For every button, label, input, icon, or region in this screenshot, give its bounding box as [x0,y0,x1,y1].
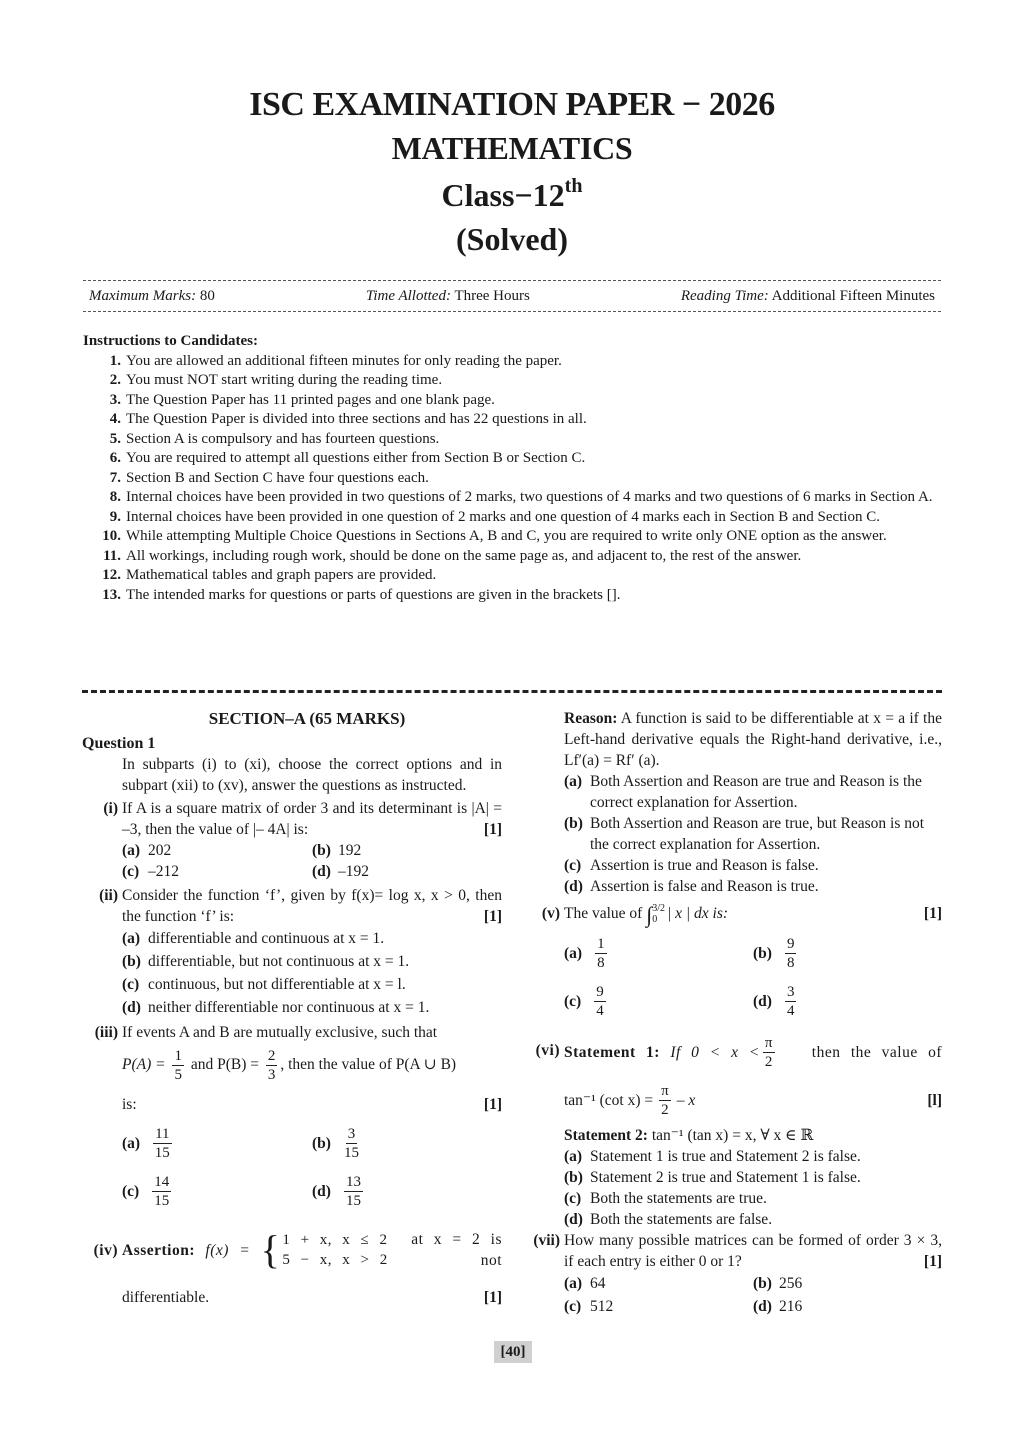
fraction [594,983,606,1020]
option-a[interactable] [564,771,942,813]
option-d[interactable] [564,876,942,897]
option-text: continuous, but not differentiable at x = l. [148,976,406,993]
option-label: (b) [753,1275,772,1293]
numerator: 9 [596,983,604,1000]
right-column [528,708,942,1318]
option-label: (a) [122,842,141,859]
option-label: (c) [122,863,140,880]
subquestion-number: (vii) [533,1232,560,1250]
instruction-text: The Question Paper has 11 printed pages and one blank page. [126,391,495,408]
option-text: Statement 1 is true and Statement 2 is false. [590,1148,861,1166]
options-iv [528,771,942,897]
option-label: (c) [122,976,140,993]
instruction-text: Section B and Section C have four questions each. [126,469,429,486]
option-text: –192 [338,863,369,880]
statement-1-tail: then the value of [811,1043,942,1061]
option-c[interactable] [564,977,753,1025]
marks: [1] [483,821,502,838]
subquestion-number: (v) [541,905,560,922]
option-label: (d) [312,1182,331,1200]
option-text: 216 [779,1298,803,1316]
denominator: 15 [154,1192,170,1209]
options-i [82,840,502,882]
assertion-label: Assertion: [122,1241,196,1259]
instruction-text: Section A is compulsory and has fourteen questions. [126,430,440,447]
numerator: 9 [786,935,795,952]
option-b[interactable] [564,1167,942,1188]
fraction [266,1047,278,1084]
instruction-text: Internal choices have been provided in one question of 2 marks and one question of 4 marks each in Section B and Section C. [126,508,880,525]
option-c[interactable] [564,1295,753,1318]
subquestion-iv [82,1227,502,1273]
numerator: 3 [347,1125,356,1142]
instruction-item [83,508,943,528]
denominator: 4 [786,1002,795,1019]
instruction-item [83,566,943,586]
option-d[interactable] [753,1295,942,1318]
subquestion-vii [528,1230,942,1272]
option-a[interactable] [564,929,753,977]
instruction-number: 11. [103,547,121,564]
fraction [785,935,797,972]
option-label: (b) [122,953,141,970]
instruction-item [83,371,943,391]
option-label: (c) [564,1298,582,1316]
option-text: neither differentiable nor continuous at x = 1. [148,999,430,1016]
option-label: (b) [564,815,583,832]
instruction-text: Internal choices have been provided in two questions of 2 marks, two questions of 4 marks and two questions of 6 marks in Section A. [126,489,933,505]
option-c[interactable] [122,861,312,882]
marks: [1] [483,1289,502,1306]
fraction [763,1034,775,1071]
option-label: (d) [122,999,141,1016]
numerator: π [764,1034,773,1051]
tail2-text: differentiable. [122,1289,210,1306]
lower-limit: 0 [652,914,658,926]
reading-value: Additional Fifteen Minutes [771,287,935,304]
subquestion-text: If A is a square matrix of order 3 and its determinant is |A| = –3, then the value of |– 4A| is: [122,800,502,838]
option-label: (c) [564,992,582,1010]
option-text: Both Assertion and Reason are true and Reason is the correct explanation for Assertion. [590,773,922,811]
instruction-item [83,586,943,606]
options-iii [82,1119,502,1215]
option-label: (a) [564,1148,583,1166]
differentiable-line [82,1287,502,1308]
fraction [153,1125,171,1162]
instruction-text: The intended marks for questions or parts of questions are given in the brackets []. [126,586,621,603]
option-d[interactable] [564,1209,942,1230]
option-b[interactable] [122,950,502,973]
subquestion-v [528,903,942,925]
options-v [528,929,942,1025]
time-allotted [360,288,536,305]
subquestion-number: (ii) [99,887,118,904]
instruction-number: 10. [102,528,121,544]
options-vii [528,1272,942,1318]
statement-1-line2 [528,1079,942,1121]
reading-label: Reading Time: [680,287,769,304]
option-b[interactable] [753,929,942,977]
denominator: 3 [267,1067,276,1083]
is-text: is: [122,1096,137,1113]
statement-2 [528,1125,942,1146]
reason-block [528,708,942,771]
option-label: (a) [564,944,583,962]
integral-limits [652,903,665,925]
option-label: (d) [564,1211,583,1229]
pa-text: P(A) = [122,1056,166,1074]
option-a[interactable] [564,1146,942,1167]
instruction-item [83,469,943,489]
denominator: 8 [597,954,605,971]
instruction-text: The Question Paper is divided into three sections and has 22 questions in all. [126,411,587,427]
integral-icon: ∫ [646,901,653,927]
option-d[interactable] [312,861,502,882]
subquestion-number: (vi) [535,1042,560,1060]
page-number: [40] [494,1341,532,1363]
statement-2-label: Statement 2: [564,1127,648,1145]
title-block [0,88,1024,255]
options-ii [82,927,502,1019]
options-vi [528,1146,942,1230]
instruction-item [83,352,943,372]
instruction-text: You are allowed an additional fifteen minutes for only reading the paper. [126,352,562,369]
instruction-item [83,449,943,469]
subquestion-ii [82,885,502,927]
option-a[interactable] [122,840,312,861]
option-label: (a) [564,773,583,790]
case-1: 1 + x, x ≤ 2 [282,1232,388,1248]
option-label: (b) [312,1134,331,1152]
class-text: Class−12 [441,177,565,213]
option-d[interactable] [312,1167,502,1215]
numerator: 14 [154,1173,170,1190]
subquestion-text: How many possible matrices can be formed of order 3 × 3, if each entry is either 0 or 1? [564,1232,942,1271]
meta-bar [83,280,941,312]
instruction-number: 9. [109,508,121,525]
subquestion-i [82,798,502,840]
option-label: (c) [564,857,582,874]
marks: [1] [923,1253,942,1271]
instruction-number: 6. [109,450,121,466]
max-marks [83,288,221,305]
denominator: 15 [343,1144,359,1161]
class-suffix: th [564,175,583,197]
denominator: 4 [596,1002,604,1019]
instruction-number: 1. [109,352,121,369]
option-text: 64 [590,1275,606,1293]
denominator: 15 [345,1192,361,1209]
option-c[interactable] [564,1188,942,1209]
instruction-number: 4. [109,411,121,427]
reason-text: A function is said to be differentiable at x = a if the Left-hand derivative equals the Right-hand derivative, i.e., Lf′(a) = Rf′ (a). [564,710,942,769]
option-c[interactable] [122,973,502,996]
denominator: 8 [786,954,795,971]
option-text: Both the statements are true. [590,1190,767,1208]
marks: [1] [923,905,942,922]
subquestion-text: The value of [564,905,643,922]
max-marks-label: Maximum Marks: [89,287,197,304]
option-text: Statement 2 is true and Statement 1 is false. [590,1169,861,1187]
probability-line [82,1047,502,1084]
option-a[interactable] [564,1272,753,1295]
instruction-number: 7. [109,469,121,486]
instruction-text: Mathematical tables and graph papers are provided. [126,567,437,583]
option-label: (c) [564,1190,582,1208]
option-b[interactable] [312,840,502,861]
instruction-item [83,410,943,430]
denominator: 5 [174,1067,182,1083]
option-label: (d) [753,1298,772,1316]
integrand: | x | dx is: [667,905,729,922]
instruction-text: While attempting Multiple Choice Questions in Sections A, B and C, you are required to write only ONE option as the answer. [126,528,887,544]
instruction-item [83,430,943,450]
option-label: (d) [564,878,583,895]
instruction-number: 3. [109,391,121,408]
option-c[interactable] [122,1167,312,1215]
option-d[interactable] [753,977,942,1025]
option-d[interactable] [122,996,502,1019]
upper-limit: 3/2 [652,903,666,915]
option-text: Assertion is true and Reason is false. [590,857,819,874]
time-value: Three Hours [454,287,530,304]
instructions-list [83,352,943,606]
section-divider [82,690,942,693]
option-b[interactable] [753,1272,942,1295]
option-b[interactable] [312,1119,502,1167]
option-text: Both the statements are false. [590,1211,773,1229]
option-text: 202 [148,842,172,859]
minus-x-text: – x [676,1091,696,1109]
numerator: 1 [597,935,605,952]
instruction-number: 13. [102,586,121,603]
instruction-number: 2. [109,372,121,388]
section-title: SECTION–A (65 MARKS) [208,709,406,728]
statement-1-text: If 0 < x < [670,1043,760,1061]
option-a[interactable] [122,927,502,950]
option-label: (a) [122,930,141,947]
function-text: f(x) = [205,1241,251,1259]
tan-inverse-text: tan⁻¹ (cot x) = [564,1091,654,1109]
instruction-item [83,391,943,411]
numerator: 3 [786,983,795,1000]
class-title [0,176,1024,211]
option-label: (b) [312,842,331,859]
brace-icon: { [260,1227,281,1272]
time-label: Time Allotted: [365,287,451,304]
fraction [785,983,797,1020]
question-intro: In subparts (i) to (xi), choose the correct options and in subpart (xii) to (xv), answer the questions as instructed. [122,756,502,794]
instruction-number: 12. [102,567,121,583]
instruction-text: All workings, including rough work, should be done on the same page as, and adjacent to, the rest of the answer. [126,547,802,564]
option-label: (d) [312,863,331,880]
fraction [344,1125,359,1162]
option-text: differentiable, but not continuous at x = 1. [148,953,410,970]
instruction-item [83,488,943,508]
option-text: 512 [590,1298,614,1316]
option-label: (c) [122,1182,140,1200]
marks: [1] [483,908,502,925]
paper-title: ISC EXAMINATION PAPER − 2026 [249,86,775,123]
is-line [82,1094,502,1115]
instruction-text: You are required to attempt all questions either from Section B or Section C. [126,450,586,466]
instruction-item [83,527,943,547]
left-column [82,708,502,1308]
option-a[interactable] [122,1119,312,1167]
option-label: (d) [753,992,772,1010]
option-text: –212 [148,863,179,880]
numerator: π [661,1082,669,1099]
statement-2-text: tan⁻¹ (tan x) = x, ∀ x ∈ ℝ [651,1127,814,1145]
option-c[interactable] [564,855,942,876]
subquestion-number: (iii) [94,1024,118,1041]
question-label: Question 1 [82,735,156,752]
option-label: (a) [564,1275,583,1293]
max-marks-value: 80 [199,287,215,304]
instruction-text: You must NOT start writing during the reading time. [126,372,443,388]
fraction [659,1082,671,1119]
instruction-number: 8. [109,489,121,505]
numerator: 1 [174,1048,182,1064]
instruction-item [83,547,943,567]
option-b[interactable] [564,813,942,855]
case-2: 5 − x, x > 2 [282,1252,388,1268]
and-text: and P(B) = [190,1056,259,1074]
subquestion-iii [82,1022,502,1043]
instructions [83,332,943,605]
tail-text: , then the value of P(A ∪ B) [280,1056,457,1074]
instructions-heading: Instructions to Candidates: [83,333,259,349]
denominator: 2 [661,1101,669,1118]
subject-title: MATHEMATICS [391,130,633,166]
instruction-number: 5. [109,430,121,447]
option-text: Assertion is false and Reason is true. [590,878,819,895]
marks: [1] [483,1096,502,1113]
subquestion-text: If events A and B are mutually exclusive, such that [122,1024,438,1041]
numerator: 11 [155,1125,170,1142]
numerator: 2 [267,1048,276,1064]
denominator: 15 [154,1144,170,1161]
option-label: (a) [122,1134,141,1152]
cases [282,1230,387,1270]
reading-time [675,288,941,305]
subquestion-text: Consider the function ‘f’, given by f(x)= log x, x > 0, then the function ‘f’ is: [122,887,502,925]
denominator: 2 [764,1053,773,1070]
solved-label: (Solved) [456,221,568,257]
subquestion-number: (i) [103,800,118,817]
option-text: 256 [779,1275,803,1293]
fraction [172,1047,184,1084]
fraction [595,935,607,972]
option-label: (b) [753,944,772,962]
statement-1-label: Statement 1: [564,1043,660,1061]
tail-text: at x = 2 is not [411,1231,502,1269]
piecewise-function [260,1227,388,1272]
option-text: Both Assertion and Reason are true, but Reason is not the correct explanation for Assertion. [590,815,925,853]
fraction [152,1173,171,1210]
subquestion-number: (iv) [93,1242,118,1259]
marks: [l] [927,1091,942,1109]
numerator: 13 [345,1173,361,1190]
fraction [344,1173,363,1210]
subquestion-vi [528,1031,942,1073]
option-text: differentiable and continuous at x = 1. [148,930,385,947]
option-text: 192 [338,842,362,859]
reason-label: Reason: [564,710,618,727]
option-label: (b) [564,1169,583,1187]
